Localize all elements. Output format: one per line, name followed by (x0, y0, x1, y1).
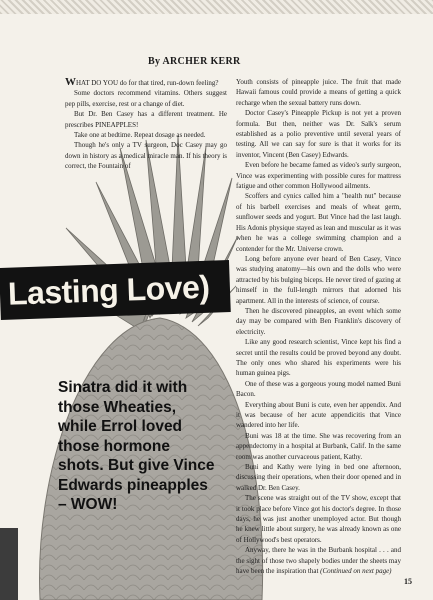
paragraph: Then he discovered pineapples, an event which some day may be compared with Ben Franklin's discovery of electricity. (236, 306, 401, 336)
paragraph: Some doctors recommend vitamins. Others suggest pep pills, exercise, rest or a change of diet. (65, 89, 227, 108)
paragraph: One of these was a gorgeous young model named Buni Bacon. (236, 379, 401, 399)
paragraph: WHAT DO YOU do for that tired, run-down feeling? (65, 76, 219, 88)
title-banner (0, 260, 231, 320)
drop-cap: W (65, 76, 76, 88)
paragraph: Everything about Buni is cute, even her appendix. And it was because of her acute appendicitis that Vince wandered into her life. (236, 400, 401, 430)
paragraph: The scene was straight out of the TV show, except that it took place before Vince got his doctor's degree. In those days, he was just another unemployed actor. But though he knew little about surgery, he was already known as one of Hollywood's best operators. (236, 494, 401, 544)
paragraph: But Dr. Ben Casey has a different treatment. He prescribes PINEAPPLES! (65, 110, 227, 129)
paragraph: Scoffers and cynics called him a "health nut" because of his barbell exercises and meals of wheat germ, sunflower seeds and yogurt. But Vince had the last laugh. His Adonis physique stayed as lean and muscular as it was when he was a college swimming champion and a contender for the Mr. Universe crown. (236, 192, 401, 253)
byline: By ARCHER KERR (148, 56, 241, 67)
paragraph: Even before he became famed as video's surly surgeon, Vince was experimenting with possible cures for mattress fatigue and other common Hollywood ailments. (236, 161, 401, 191)
paragraph: Buni was 18 at the time. She was recovering from an appendectomy in a hospital at Burbank, Calif. In the same room was another curvaceous patient, Kathy. (236, 431, 401, 461)
right-column (236, 77, 401, 577)
callout-text: Sinatra did it with those Wheaties, while Errol loved those hormone shots. But give Vince Edwards pineapples – WOW! (58, 379, 215, 513)
article-title: Lasting Love) (7, 268, 210, 312)
continued-note: (Continued on next page) (320, 567, 392, 576)
page-number: 15 (404, 577, 412, 586)
paragraph: Take one at bedtime. Repeat dosage as needed. (74, 131, 206, 140)
paragraph: Like any good research scientist, Vince kept his find a secret until the results could be proved beyond any doubt. The only ones who shared his experiments were his human guinea pigs. (236, 338, 401, 378)
paragraph: Though he's only a TV surgeon, Doc Casey may go down in history as a medical miracle man. If his theory is correct, the Fountain of (65, 141, 227, 171)
paragraph: Anyway, there he was in the Burbank hospital . . . and the sight of those two shapely bodies under the sheets may have been the inspiration that (Continued on next page) (236, 546, 401, 576)
paragraph: Long before anyone ever heard of Ben Casey, Vince was studying anatomy—his own and the dolls who were attracted by his bulging biceps. He never tired of gazing at himself in the full-length mirrors that adorned his apartment. All in the interests of science, of course. (236, 254, 401, 305)
paragraph: Youth consists of pineapple juice. The fruit that made Hawaii famous could provide a means of getting a quick recharge when the sexual battery runs down. (236, 78, 401, 107)
left-column (65, 77, 227, 172)
paragraph: Doctor Casey's Pineapple Pickup is not yet a proven formula. But then, neither was Dr. Salk's serum established as a polio preventive until several years of testing. All we can say for sure is that it works for its inventor, Vincent (Ben Casey) Edwards. (236, 109, 401, 159)
photo-edge (0, 528, 18, 600)
paragraph: Buni and Kathy were lying in bed one afternoon, discussing their operations, when their door opened and in walked Dr. Ben Casey. (236, 463, 401, 492)
